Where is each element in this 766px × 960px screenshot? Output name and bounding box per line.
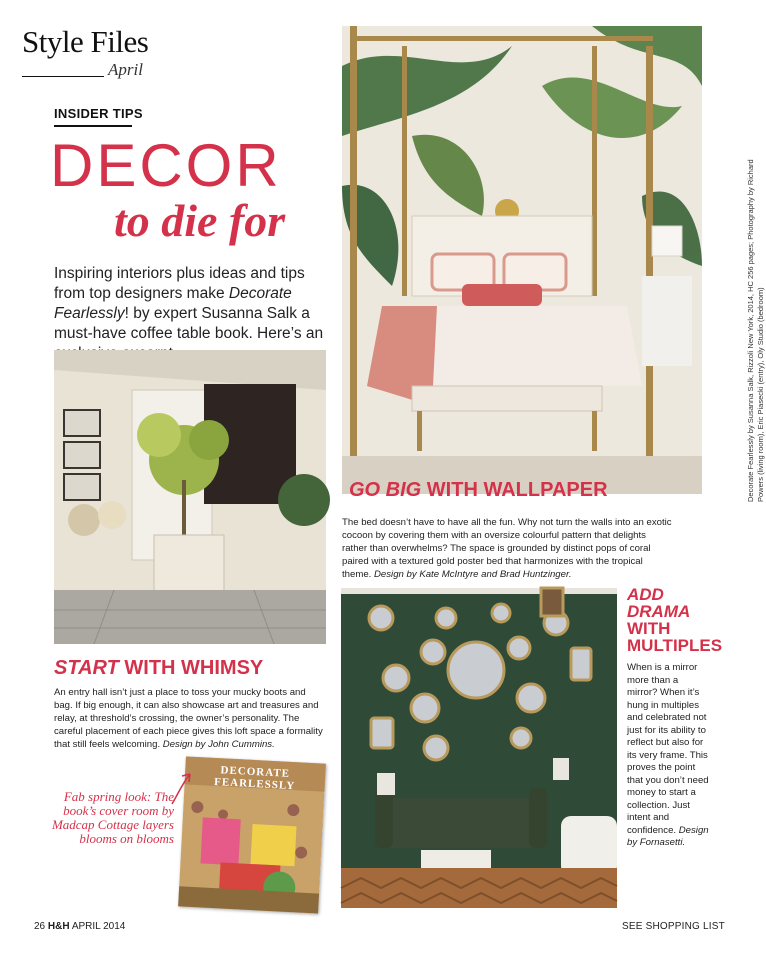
headline-line1: DECOR	[50, 132, 282, 199]
arrow-icon	[168, 768, 198, 808]
intro-text-after: ! by expert Susanna Salk a must-have coffee table book. Here’s an	[54, 305, 324, 342]
wallpaper-heading	[349, 480, 608, 500]
photo-credit: Decorate Fearlessly by Susanna Salk, Rizzoli New York, 2014, HC 256 pages; Photography by Richard Powers (living room), Eric Piasecki (entry), Oly Studio (bedroom)	[746, 159, 765, 502]
drama-body	[627, 662, 711, 850]
issue-date: APRIL 2014	[71, 921, 126, 932]
kicker: INSIDER TIPS	[54, 106, 143, 121]
drama-heading-line4: MULTIPLES	[627, 636, 723, 655]
whimsy-credit: Design by John Cummins.	[162, 739, 275, 750]
drama-heading-line3: WITH	[627, 619, 671, 638]
whimsy-heading-rest: WITH WHIMSY	[118, 657, 264, 679]
drama-heading-line1: ADD	[627, 585, 664, 604]
whimsy-heading	[54, 658, 263, 678]
wallpaper-heading-em: GO BIG	[349, 479, 422, 501]
whimsy-heading-em: START	[54, 657, 119, 679]
wallpaper-body-text: The bed doesn’t have to have all the fun. Why not turn the walls into an exotic cocoon by covering them with an oversize colourful pattern that delights rather than overwhelms? The space is grounded by distinct pops of coral paired with a textured gold poster bed that harmonizes with the tropical theme.	[342, 517, 672, 580]
book-cover	[178, 756, 326, 913]
wallpaper-heading-rest: WITH WALLPAPER	[421, 479, 608, 501]
headline-line2: to die for	[114, 195, 286, 246]
footer-folio	[34, 921, 125, 932]
whimsy-body	[54, 686, 324, 751]
mirror-wall-photo	[341, 588, 617, 908]
kicker-underline	[54, 125, 132, 127]
wallpaper-body	[342, 516, 672, 581]
brand-underline	[22, 76, 104, 77]
intro-text-before: Inspiring interiors plus ideas and tips from top designers make	[54, 265, 305, 302]
section-brand: Style Files	[22, 24, 149, 59]
page-number: 26	[34, 921, 46, 932]
shopping-list-link: SEE SHOPPING LIST	[622, 921, 725, 932]
drama-heading	[627, 586, 722, 654]
cover-note: Fab spring look: The book’s cover room by Madcap Cottage layers blooms on blooms	[51, 789, 174, 846]
bedroom-photo	[342, 26, 702, 494]
book-cover-title: DECORATE FEARLESSLY	[213, 764, 296, 793]
wallpaper-credit: Design by Kate McIntyre and Brad Huntzinger.	[374, 569, 572, 580]
drama-body-text: When is a mirror more than a mirror? When it’s hung in multiples and celebrated not just for its ability to reflect but also for its very frame. This proves the point that you don’t need money to start a collection. Just intent and confidence.	[627, 662, 709, 836]
entry-photo	[54, 350, 326, 644]
intro-paragraph	[54, 264, 339, 364]
section-month: April	[108, 60, 143, 79]
drama-heading-line2: DRAMA	[627, 602, 691, 621]
drama-credit: Design by Fornasetti.	[627, 824, 709, 848]
intro-book-title: Decorate Fearlessly	[54, 285, 292, 322]
magazine-name: H&H	[47, 921, 70, 932]
whimsy-body-text: An entry hall isn’t just a place to toss your mucky boots and bag. If big enough, it can also showcase art and treasures and relay, at threshold’s crossing, the owner’s personality. The careful placement of each piece gives this loft space a formality that still feels welcoming.	[54, 687, 323, 750]
